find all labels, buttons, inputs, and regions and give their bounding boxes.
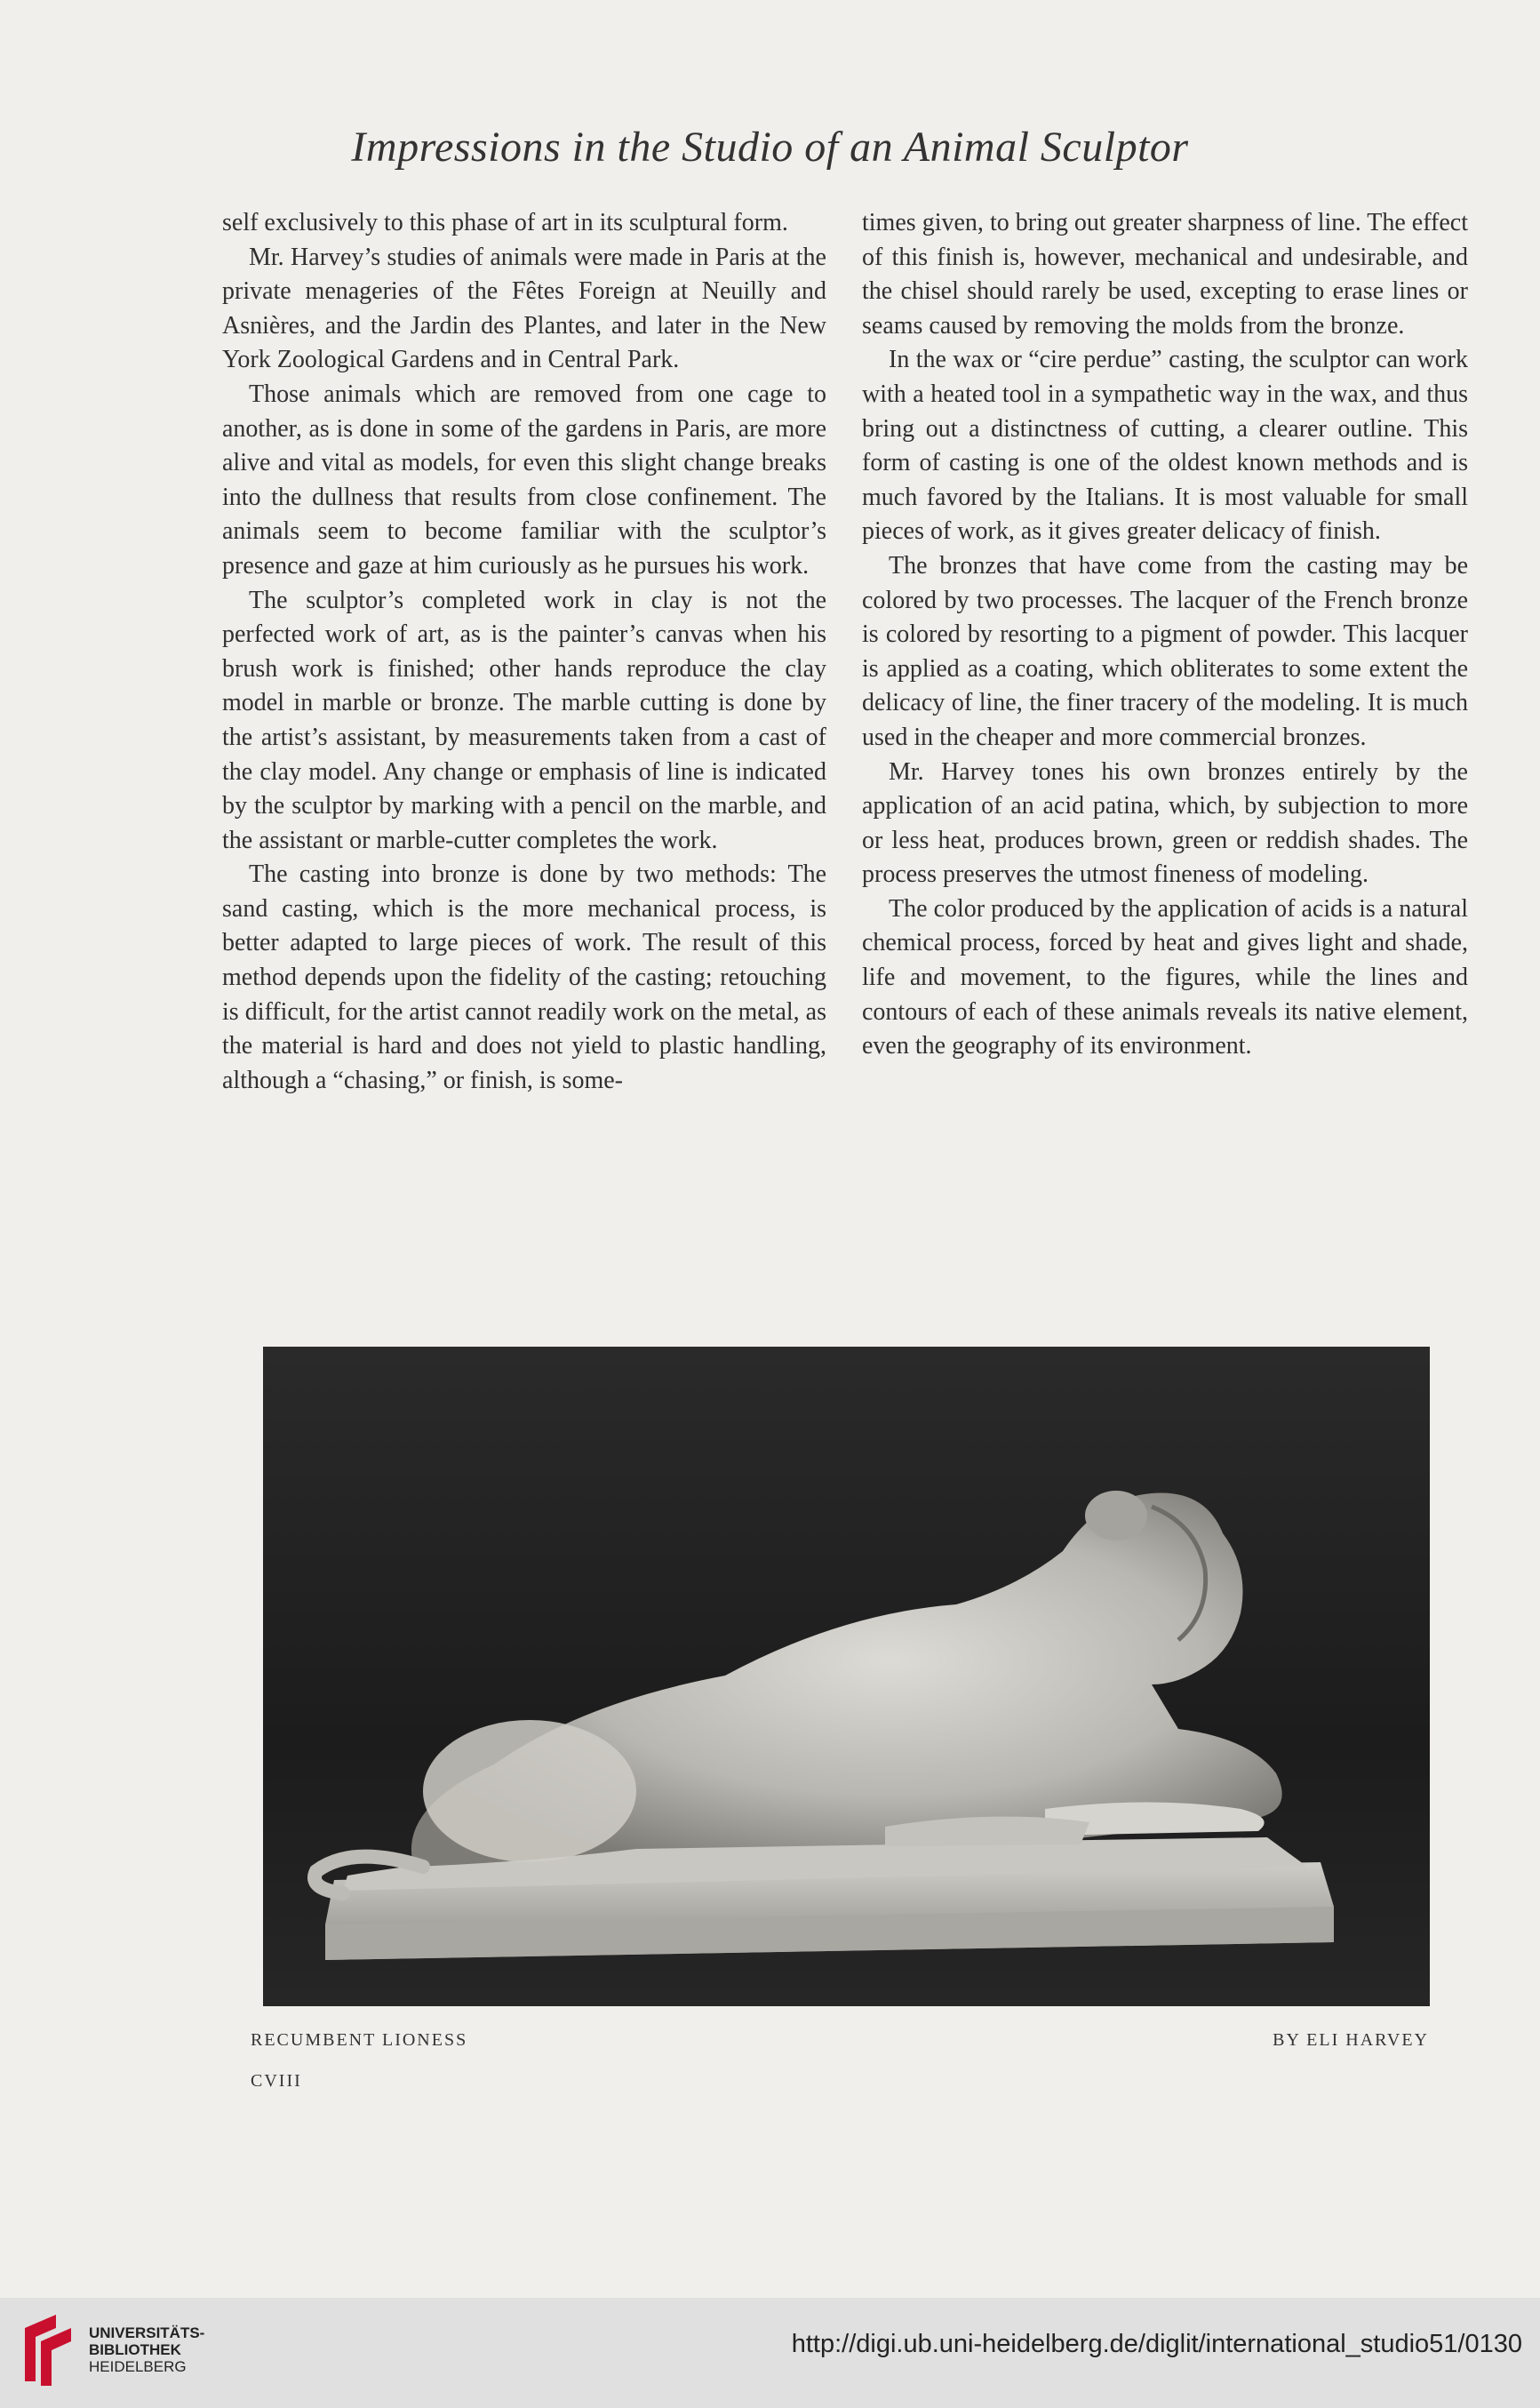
lioness-sculpture-photo bbox=[263, 1347, 1430, 2006]
right-column bbox=[862, 206, 1468, 1064]
paragraph: The sculptor’s completed work in clay is not the perfected work of art, as is the painter’s canvas when his brush work is finished; other hands reproduce the clay model in marble or bronze. The marble cutting is done by the artist’s assistant, by measurements taken from a cast of the clay model. Any change or emphasis of line is indicated by the sculptor by marking with a pencil on the marble, and the assistant or marble-cutter completes the work. bbox=[222, 586, 826, 854]
paragraph: The color produced by the application of acids is a natural chemical process, forced by heat and gives light and shade, life and movement, to the figures, while the lines and contours of each of these animals reveals its native element, even the geography of its environment. bbox=[862, 894, 1468, 1060]
institution-name bbox=[89, 2324, 204, 2375]
paragraph: times given, to bring out greater sharpness of line. The effect of this finish is, however, mechanical and undesirable, and the chisel should rarely be used, excepting to erase lines or seams caused by removing the molds from the bronze. bbox=[862, 209, 1468, 340]
paragraph: Those animals which are removed from one cage to another, as is done in some of the gardens in Paris, are more alive and vital as models, for even this slight change breaks into the dullness that results from close confinement. The animals seem to become familiar with the sculptor’s presence and gaze at him curiously as he pursues his work. bbox=[222, 380, 826, 580]
figure-caption-title: RECUMBENT LIONESS bbox=[251, 2030, 468, 2050]
source-url-link[interactable]: http://digi.ub.uni-heidelberg.de/diglit/international_studio51/0130 bbox=[791, 2330, 1522, 2358]
sculpture-illustration bbox=[263, 1347, 1430, 2006]
paragraph: self exclusively to this phase of art in its sculptural form. bbox=[222, 209, 788, 236]
paragraph: In the wax or “cire perdue” casting, the sculptor can work with a heated tool in a sympathetic way in the wax, and thus bring out a distinctness of cutting, a clearer outline. This form of casting is one of the oldest known methods and is much favored by the Italians. It is most valuable for small pieces of work, as it gives greater delicacy of finish. bbox=[862, 346, 1468, 546]
institution-line: UNIVERSITÄTS- bbox=[89, 2324, 205, 2341]
paragraph: Mr. Harvey’s studies of animals were made in Paris at the private menageries of the Fêtes Foreign at Neuilly and Asnières, and the Jardin des Plantes, and later in the New York Zoological Gardens and in Central Park. bbox=[222, 243, 826, 374]
paragraph: Mr. Harvey tones his own bronzes entirely by the application of an acid patina, which, by subjection to more or less heat, produces brown, green or reddish shades. The process preserves the utmost fineness of modeling. bbox=[862, 757, 1468, 889]
library-logo-icon bbox=[16, 2310, 80, 2390]
institution-line: HEIDELBERG bbox=[89, 2358, 187, 2375]
paragraph: The casting into bronze is done by two methods: The sand casting, which is the more mechanical process, is better adapted to large pieces of work. The result of this method depends upon the fidelity of the casting; retouching is difficult, for the artist cannot readily work on the metal, as the material is hard and does not yield to plastic handling, although a “chasing,” or finish, is some- bbox=[222, 860, 826, 1094]
library-footer bbox=[0, 2298, 1540, 2408]
page-number: CVIII bbox=[251, 2071, 302, 2091]
institution-line: BIBLIOTHEK bbox=[89, 2341, 181, 2358]
left-column bbox=[222, 206, 826, 1098]
figure-caption-credit: BY ELI HARVEY bbox=[1273, 2030, 1429, 2050]
running-head: Impressions in the Studio of an Animal Sculptor bbox=[351, 124, 1189, 171]
paragraph: The bronzes that have come from the casting may be colored by two processes. The lacquer of the French bronze is colored by resorting to a pigment of powder. This lacquer is applied as a coating, which obliterates to some extent the delicacy of line, the finer tracery of the modeling. It is much used in the cheaper and more commercial bronzes. bbox=[862, 551, 1468, 751]
